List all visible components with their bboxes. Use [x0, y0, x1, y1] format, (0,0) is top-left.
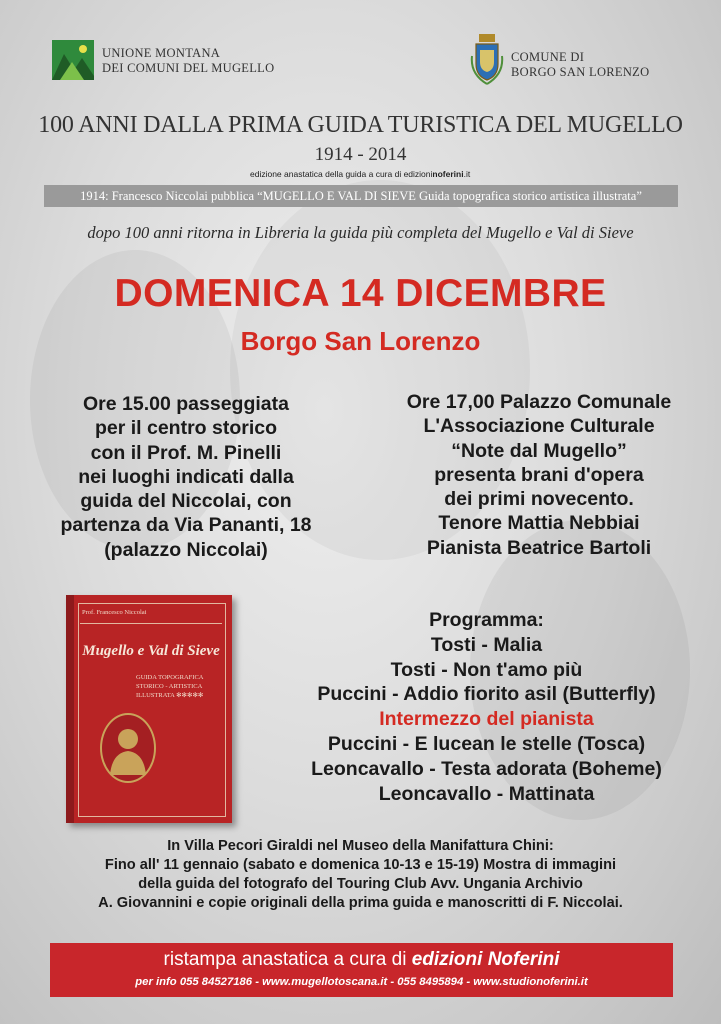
comune-crest [470, 34, 504, 86]
logo-right-line2: BORGO SAN LORENZO [511, 65, 650, 79]
book-portrait-medallion [100, 713, 156, 783]
book-subtitle-line: GUIDA TOPOGRAFICA [136, 674, 204, 681]
book-author: Prof. Francesco Niccolai [82, 609, 147, 616]
footer-banner [50, 943, 673, 997]
mountains-icon [52, 40, 94, 80]
program-item: Tosti - Non t'amo più [390, 658, 583, 681]
book-frame [78, 603, 226, 817]
event-place: Borgo San Lorenzo [240, 326, 481, 356]
headline: 100 ANNI DALLA PRIMA GUIDA TURISTICA DEL MUGELLO [38, 112, 683, 138]
concert-line: Tenore Mattia Nebbiai [438, 512, 640, 535]
walk-line: con il Prof. M. Pinelli [90, 441, 282, 464]
footer-brand: edizioni Noferini [411, 949, 560, 970]
footer-reprint-prefix: ristampa anastatica a cura di [163, 949, 412, 970]
program [252, 608, 721, 806]
event-date: DOMENICA 14 DICEMBRE [114, 272, 607, 315]
book-title-rule [80, 623, 222, 624]
program-heading: Programma: [429, 609, 544, 631]
book-subtitle [136, 673, 203, 700]
concert-line: Pianista Beatrice Bartoli [426, 536, 652, 559]
exhibition-line: In Villa Pecori Giraldi nel Museo della Manifattura Chini: [167, 838, 554, 854]
exhibition-info [0, 837, 721, 913]
walk-line: per il centro storico [94, 417, 278, 440]
program-item: Puccini - Addio fiorito asil (Butterfly) [317, 683, 656, 706]
coat-of-arms-icon [470, 34, 504, 86]
book-spine [66, 595, 74, 823]
concert-line: dei primi novecento. [444, 488, 634, 511]
walk-line: nei luoghi indicati dalla [78, 465, 294, 488]
book-cover [66, 595, 232, 823]
exhibition-line: Fino all' 11 gennaio (sabato e domenica 10-13 e 15-19) Mostra di immagini [104, 857, 617, 873]
exhibition-line: A. Giovannini e copie originali della prima guida e manoscritti di F. Niccolai. [98, 895, 623, 911]
history-banner [44, 185, 678, 207]
logo-left-line2: DEI COMUNI DEL MUGELLO [102, 61, 275, 75]
edition-prefix: edizione anastatica della guida a cura di edizioni [250, 169, 433, 179]
program-item: Leoncavallo - Testa adorata (Boheme) [311, 757, 662, 780]
concert-details [366, 390, 712, 560]
concert-line: Ore 17,00 Palazzo Comunale [406, 391, 672, 413]
program-item: Puccini - E lucean le stelle (Tosca) [327, 732, 646, 755]
portrait-icon [102, 715, 154, 781]
walk-line: (palazzo Niccolai) [104, 538, 268, 561]
walk-details [22, 392, 350, 562]
history-banner-text: 1914: Francesco Niccolai pubblica “MUGELLO E VAL DI SIEVE Guida topografica storico artistica illustrata” [80, 189, 642, 203]
program-item-intermezzo: Intermezzo del pianista [379, 708, 594, 731]
footer-contacts: per info 055 84527186 - www.mugellotoscana.it - 055 8495894 - www.studionoferini.it [135, 976, 588, 988]
program-item: Leoncavallo - Mattinata [378, 782, 595, 805]
program-item: Tosti - Malia [430, 633, 543, 656]
unione-montana-logo [52, 40, 94, 80]
logo-right-line1: COMUNE DI [511, 50, 585, 64]
logo-left-line1: UNIONE MONTANA [102, 46, 221, 60]
concert-line: L'Associazione Culturale [423, 415, 655, 438]
walk-line: Ore 15.00 passeggiata [83, 393, 289, 415]
book-subtitle-line: ILLUSTRATA ✻✻✻✻✻ [136, 692, 204, 699]
edition-suffix: .it [463, 169, 471, 179]
book-title: Mugello e Val di Sieve [82, 643, 220, 659]
concert-line: “Note dal Mugello” [451, 439, 627, 462]
comune-name [511, 50, 649, 80]
edition-brand: noferini [432, 169, 464, 179]
tagline: dopo 100 anni ritorna in Libreria la guida più completa del Mugello e Val di Sieve [87, 223, 634, 242]
unione-montana-name [102, 46, 274, 76]
concert-line: presenta brani d'opera [434, 463, 644, 486]
footer-reprint [50, 949, 673, 971]
walk-line: partenza da Via Pananti, 18 [60, 514, 312, 537]
exhibition-line: della guida del fotografo del Touring Club Avv. Ungania Archivio [138, 876, 583, 892]
edition-credit [250, 169, 470, 179]
years: 1914 - 2014 [314, 144, 407, 165]
walk-line: guida del Niccolai, con [80, 490, 292, 513]
book-subtitle-line: STORICO - ARTISTICA [136, 683, 203, 690]
